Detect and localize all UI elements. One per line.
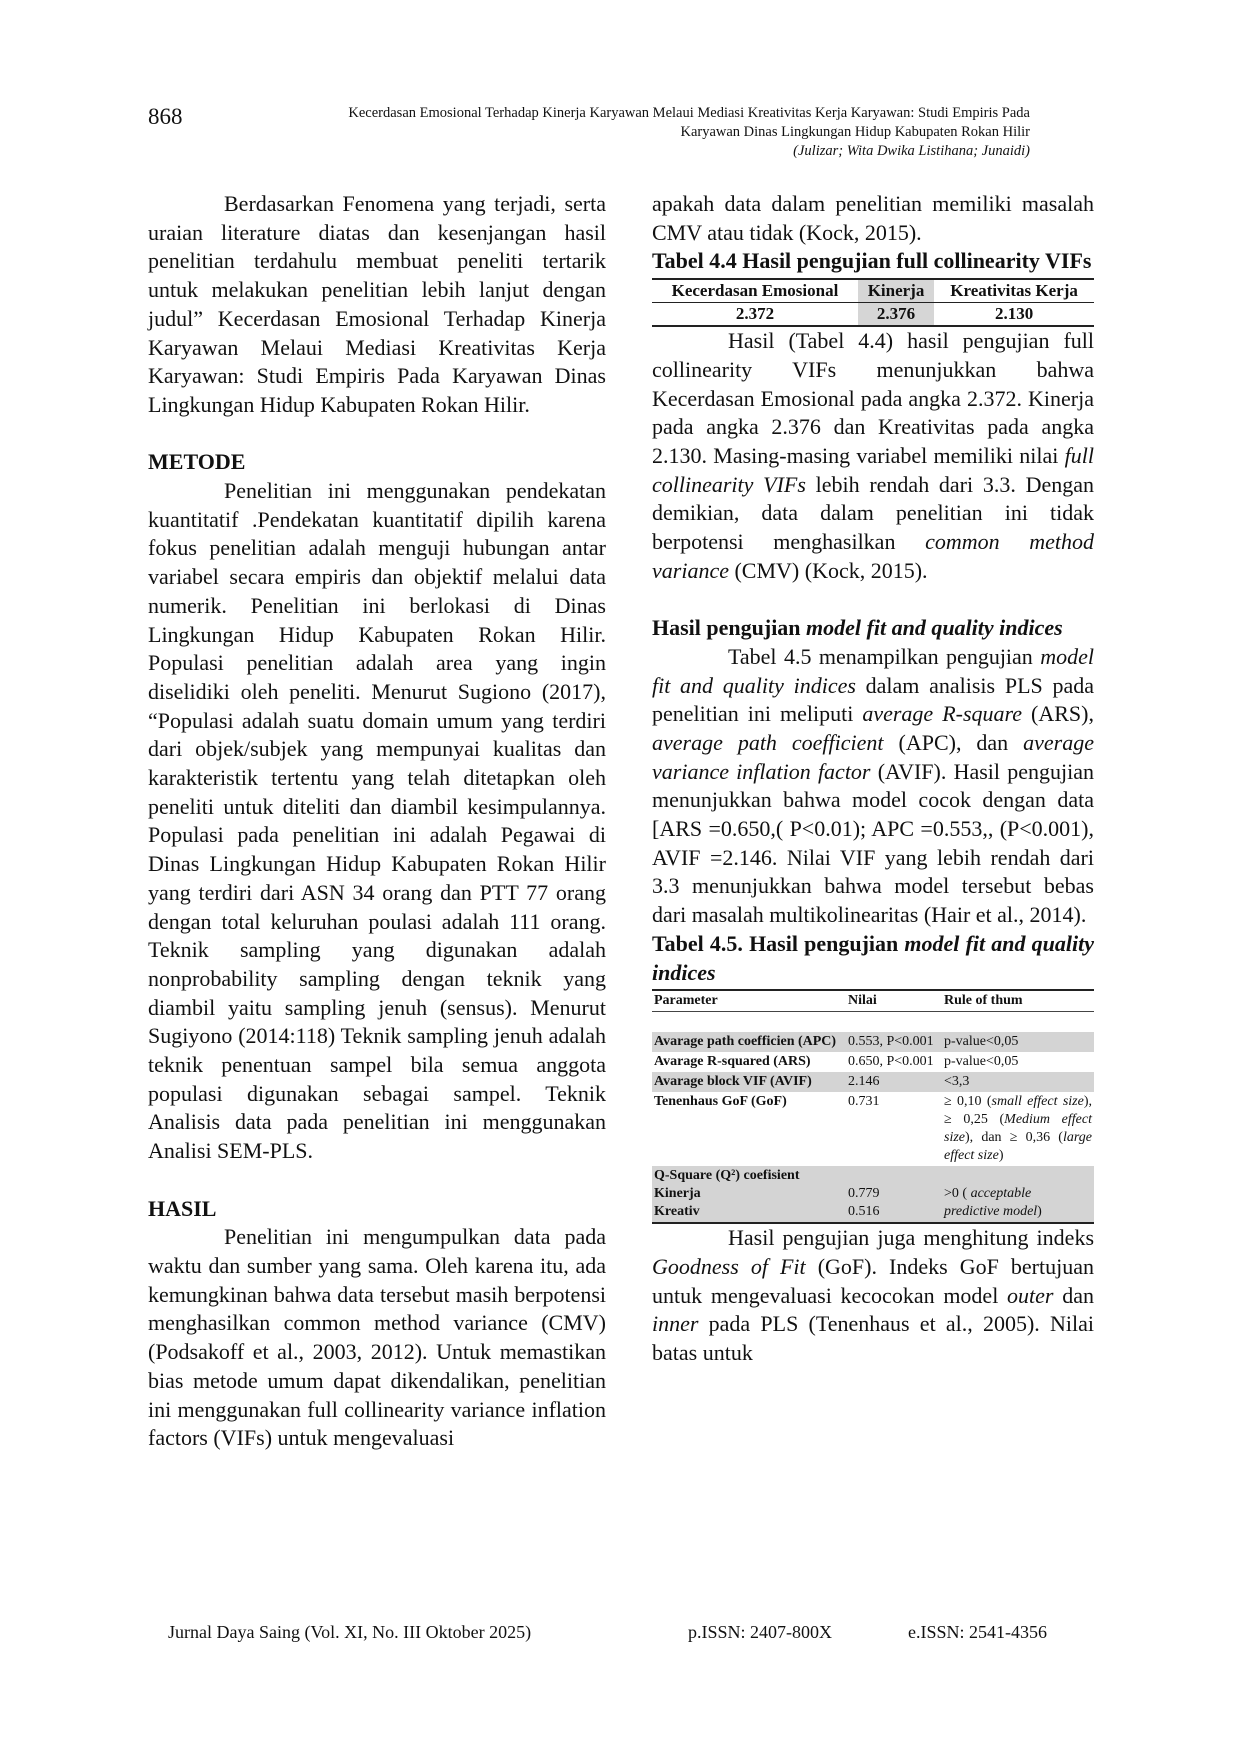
metode-paragraph: Penelitian ini menggunakan pendekatan kuantitatif .Pendekatan kuantitatif dipilih karena fokus penelitian adalah menguji hubungan antar variabel secara empiris dan objektif melalui data numerik. Penelitian ini berlokasi di Dinas Lingkungan Hidup Kabupaten Rokan Hilir. Populasi penelitian adalah area yang ingin diselidiki oleh peneliti. Menurut Sugiono (2017), “Populasi adalah suatu domain umum yang terdiri dari objek/subjek yang mempunyai kualitas dan karakteristik tertentu yang telah ditetapkan oleh peneliti untuk diteliti dan diambil kesimpulannya. Populasi pada penelitian ini adalah Pegawai di Dinas Lingkungan Hidup Kabupaten Rokan Hilir yang terdiri dari ASN 34 orang dan PTT 77 orang dengan total keluruhan poulasi adalah 111 orang. Teknik sampling yang digunakan adalah nonprobability sampling dengan teknik yang diambil yaitu sampling jenuh (sensus). Menurut Sugiyono (2014:118) Teknik sampling jenuh adalah teknik penentuan sampel bila semua anggota populasi digunakan sebagai sampel. Teknik Analisis data pada penelitian ini menggunakan Analisi SEM-PLS. bbox=[148, 478, 606, 1164]
vif-value-ke: 2.372 bbox=[652, 303, 858, 327]
intro-paragraph: Berdasarkan Fenomena yang terjadi, serta uraian literature diatas dan kesenjangan hasil penelitian terdahulu membuat peneliti tertarik untuk melakukan penelitian lebih lanjut dengan judul” Kecerdasan Emosional Terhadap Kinerja Karyawan Melaui Mediasi Kreativitas Kerja Karyawan: Studi Empiris Pada Karyawan Dinas Lingkungan Hidup Kabupaten Rokan Hilir. bbox=[148, 191, 606, 417]
footer-journal: Jurnal Daya Saing (Vol. XI, No. III Oktober 2025) bbox=[168, 1622, 532, 1642]
vif-value-kreativitas: 2.130 bbox=[934, 303, 1094, 327]
vif-header-kinerja: Kinerja bbox=[858, 279, 934, 303]
hasil-paragraph: Penelitian ini mengumpulkan data pada waktu dan sumber yang sama. Oleh karena itu, ada kemungkinan bahwa data tersebut masih berpotensi menghasilkan common method variance (CMV) (Podsakoff et al., 2003, 2012). Untuk memastikan bias metode umum dapat dikendalikan, penelitian ini menggunakan full collinearity variance inflation factors (VIFs) untuk mengevaluasi bbox=[148, 1224, 606, 1451]
running-authors: (Julizar; Wita Dwika Listihana; Junaidi) bbox=[793, 143, 1030, 159]
metode-heading: METODE bbox=[148, 449, 246, 475]
vif-paragraph: Hasil (Tabel 4.4) hasil pengujian full collinearity VIFs menunjukkan bahwa Kecerdasan Emosional pada angka 2.372. Kinerja pada angka 2.376 dan Kreativitas pada angka 2.130. Masing-masing variabel memiliki nilai full collinearity VIFs lebih rendah dari 3.3. Dengan demikian, data dalam penelitian ini tidak berpotensi menghasilkan common method variance (CMV) (Kock, 2015). bbox=[652, 328, 1094, 583]
vif-header-kreativitas: Kreativitas Kerja bbox=[950, 281, 1078, 301]
fit-header-nilai: Nilai bbox=[846, 990, 942, 1012]
table-row: Tenenhaus GoF (GoF) 0.731 ≥ 0,10 (small effect size), ≥ 0,25 (Medium effect size), dan ≥ 0,36 (large effect size) bbox=[654, 1094, 1092, 1164]
fit-header-parameter: Parameter bbox=[652, 990, 846, 1012]
model-fit-paragraph: Tabel 4.5 menampilkan pengujian model fit and quality indices dalam analisis PLS pada penelitian ini meliputi average R-square (ARS), average path coefficient (APC), dan average variance inflation factor (AVIF). Hasil pengujian menunjukkan bahwa model cocok dengan data [ARS =0.650,( P<0.01); APC =0.553,, (P<0.001), AVIF =2.146. Nilai VIF yang lebih rendah dari 3.3 menunjukkan bahwa model tersebut bebas dari masalah multikolinearitas (Hair et al., 2014). bbox=[652, 643, 1095, 928]
right-column bbox=[652, 190, 1094, 1368]
vif-value-kinerja: 2.376 bbox=[858, 303, 934, 327]
hasil-heading: HASIL bbox=[148, 1195, 217, 1221]
table-4-5-caption: Tabel 4.5. Hasil pengujian model fit and quality indices bbox=[652, 930, 1094, 985]
table-row: Avarage path coefficien (APC) 0.553, P<0.001 p-value<0,05 bbox=[652, 1032, 1094, 1052]
left-column bbox=[148, 190, 606, 1453]
vif-table bbox=[652, 278, 1094, 327]
running-title-line-2: Karyawan Dinas Lingkungan Hidup Kabupaten Rokan Hilir bbox=[680, 124, 1030, 140]
running-title-line-1: Kecerdasan Emosional Terhadap Kinerja Karyawan Melaui Mediasi Kreativitas Kerja Karyawan: Studi Empiris Pada bbox=[348, 105, 1030, 121]
footer-eissn: e.ISSN: 2541-4356 bbox=[908, 1622, 1047, 1642]
table-row: Avarage R-squared (ARS) 0.650, P<0.001 p-value<0,05 bbox=[654, 1054, 1019, 1070]
table-4-4-caption: Tabel 4.4 Hasil pengujian full collinearity VIFs bbox=[652, 248, 1092, 274]
table-row: Q-Square (Q²) coefisient Kinerja Kreativ 0.779 0.516 >0 ( acceptable predictive model) bbox=[652, 1166, 1094, 1223]
model-fit-table bbox=[652, 989, 1094, 1224]
table-row: Avarage block VIF (AVIF) 2.146 <3,3 bbox=[652, 1072, 1094, 1092]
model-fit-heading: Hasil pengujian model fit and quality indices bbox=[652, 615, 1063, 641]
vif-header-ke: Kecerdasan Emosional bbox=[671, 281, 839, 301]
running-header bbox=[230, 104, 1030, 161]
continued-paragraph: apakah data dalam penelitian memiliki masalah CMV atau tidak (Kock, 2015). bbox=[652, 191, 1094, 245]
footer-pissn: p.ISSN: 2407-800X bbox=[688, 1622, 833, 1642]
gof-paragraph: Hasil pengujian juga menghitung indeks Goodness of Fit (GoF). Indeks GoF bertujuan untuk mengevaluasi kecocokan model outer dan inner pada PLS (Tenenhaus et al., 2005). Nilai batas untuk bbox=[652, 1225, 1094, 1366]
page-number: 868 bbox=[148, 104, 183, 129]
fit-header-rule: Rule of thum bbox=[942, 990, 1094, 1012]
